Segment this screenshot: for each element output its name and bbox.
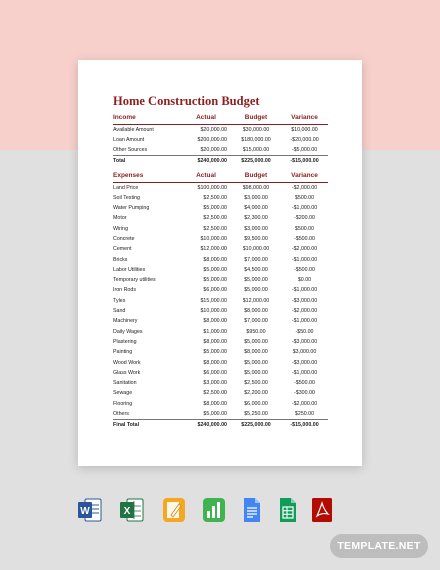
variance-value: -$50.00 [295, 328, 314, 335]
budget-value: $3,000.00 [244, 225, 268, 232]
table-row [113, 358, 328, 368]
line-item-label: Wiring [113, 225, 129, 232]
line-item-label: Tyles [113, 297, 126, 304]
table-row [113, 135, 328, 145]
budget-header: Budget [231, 170, 281, 182]
table-row [113, 316, 328, 326]
budget-value: $7,000.00 [244, 256, 268, 263]
table-row [113, 337, 328, 347]
line-item-label: Machinery [113, 318, 138, 325]
table-row [113, 296, 328, 306]
pdf-icon[interactable] [310, 497, 334, 523]
variance-value: $250.00 [294, 411, 315, 418]
expenses-table [113, 170, 328, 431]
line-item-label: Other Sources [113, 147, 148, 154]
variance-value: $500.00 [294, 225, 315, 232]
variance-value: -$500.00 [294, 266, 315, 273]
budget-value: $2,200.00 [244, 390, 268, 397]
template-net-brand[interactable]: TEMPLATE.NET [330, 534, 428, 558]
line-item-label: Sand [113, 308, 126, 315]
variance-value: -$500.00 [294, 380, 315, 387]
line-item-label: Available Amount [113, 126, 154, 133]
table-row [113, 224, 328, 234]
actual-value: $2,500.00 [203, 225, 227, 232]
actual-value: $6,000.00 [203, 287, 227, 294]
income-header: Income [113, 112, 181, 124]
income-header-row [113, 112, 328, 124]
line-item-label: Flooring [113, 400, 133, 407]
variance-value: $3,000.00 [292, 349, 317, 356]
table-row [113, 182, 328, 193]
actual-value: $2,500.00 [203, 194, 227, 201]
variance-value: -$3,000.00 [291, 359, 318, 366]
word-icon[interactable] [78, 497, 102, 523]
document-title: Home Construction Budget [113, 94, 260, 108]
svg-text:W: W [80, 506, 90, 517]
table-row [113, 409, 328, 420]
actual-value: $12,000.00 [200, 246, 227, 253]
line-item-label: Loan Amount [113, 136, 145, 143]
variance-value: -$1,000.00 [291, 287, 318, 294]
table-row [113, 145, 328, 156]
variance-value: $0.00 [297, 277, 312, 284]
actual-value: $8,000.00 [203, 256, 227, 263]
table-row [113, 285, 328, 295]
actual-header: Actual [181, 170, 231, 182]
actual-value: $5,000.00 [203, 349, 227, 356]
budget-value: $5,000.00 [244, 287, 268, 294]
variance-value: -$2,000.00 [291, 246, 318, 253]
line-item-label: Labor Utilities [113, 266, 146, 273]
google-sheets-icon[interactable] [276, 497, 300, 523]
line-item-label: Temporary utilities [113, 277, 156, 284]
table-row [113, 213, 328, 223]
variance-header: Variance [281, 170, 328, 182]
variance-value: -$2,000.00 [291, 400, 318, 407]
income-table [113, 112, 328, 167]
budget-value: $12,000.00 [242, 297, 270, 304]
line-item-label: Sewage [113, 390, 133, 397]
budget-value: $15,000.00 [242, 147, 270, 154]
budget-value: $5,000.00 [244, 359, 268, 366]
actual-value: $200,000.00 [197, 136, 227, 143]
budget-value: $950.00 [246, 328, 266, 335]
line-item-label: Water Pumping [113, 205, 150, 212]
budget-value: $5,000.00 [244, 338, 268, 345]
actual-value: $5,000.00 [203, 411, 227, 418]
actual-value: $240,000.00 [181, 156, 231, 167]
variance-value: -$1,000.00 [291, 256, 318, 263]
variance-value: -$2,000.00 [291, 308, 318, 315]
line-item-label: Sanitation [113, 380, 137, 387]
total-label: Final Total [113, 420, 181, 431]
variance-value: -$5,000.00 [291, 147, 318, 154]
budget-value: $8,000.00 [244, 349, 268, 356]
actual-value: $2,500.00 [203, 390, 227, 397]
table-row [113, 388, 328, 398]
table-row [113, 265, 328, 275]
line-item-label: Iron Rods [113, 287, 136, 294]
numbers-icon[interactable] [202, 497, 226, 523]
line-item-label: Others [113, 411, 129, 418]
table-row [113, 275, 328, 285]
line-item-label: Land Price [113, 184, 139, 191]
final-total-row [113, 420, 328, 431]
actual-value: $5,000.00 [203, 277, 227, 284]
variance-value: $10,000.00 [291, 126, 318, 133]
budget-value: $2,300.00 [244, 215, 268, 222]
actual-value: $8,000.00 [203, 318, 227, 325]
budget-value: $2,500.00 [244, 380, 268, 387]
budget-header: Budget [231, 112, 281, 124]
table-row [113, 327, 328, 337]
budget-value: $225,000.00 [231, 420, 281, 431]
budget-value: $98,000.00 [242, 184, 270, 191]
budget-value: $5,250.00 [244, 411, 268, 418]
income-total-row [113, 156, 328, 167]
budget-value: $6,000.00 [244, 400, 268, 407]
budget-value: $4,000.00 [244, 205, 268, 212]
budget-value: $7,000.00 [244, 318, 268, 325]
budget-value: $8,000.00 [244, 308, 268, 315]
variance-header: Variance [281, 112, 328, 124]
svg-text:X: X [123, 506, 131, 517]
budget-value: $5,000.00 [244, 277, 268, 284]
table-row [113, 378, 328, 388]
variance-value: -$200.00 [294, 215, 315, 222]
actual-value: $3,000.00 [203, 380, 227, 387]
variance-value: -$1,000.00 [291, 318, 318, 325]
actual-value: $8,000.00 [203, 359, 227, 366]
variance-value: -$3,000.00 [291, 338, 318, 345]
expenses-header-row [113, 170, 328, 182]
variance-value: -$2,000.00 [291, 184, 318, 191]
table-row [113, 234, 328, 244]
table-row [113, 244, 328, 254]
actual-value: $15,000.00 [200, 297, 227, 304]
actual-value: $20,000.00 [200, 147, 227, 154]
variance-value: -$300.00 [294, 390, 315, 397]
file-format-icons [78, 497, 362, 525]
table-row [113, 203, 328, 213]
excel-icon[interactable] [120, 497, 144, 523]
variance-value: -$15,000.00 [281, 420, 328, 431]
budget-value: $225,000.00 [231, 156, 281, 167]
budget-value: $4,500.00 [244, 266, 268, 273]
actual-value: $10,000.00 [200, 235, 227, 242]
line-item-label: Wood Work [113, 359, 141, 366]
line-item-label: Bricks [113, 256, 128, 263]
line-item-label: Cement [113, 246, 132, 253]
variance-value: -$1,000.00 [291, 369, 318, 376]
actual-value: $6,000.00 [203, 369, 227, 376]
variance-value: -$15,000.00 [281, 156, 328, 167]
actual-value: $1,000.00 [203, 328, 227, 335]
table-row [113, 399, 328, 409]
actual-value: $5,000.00 [203, 205, 227, 212]
actual-value: $5,000.00 [203, 266, 227, 273]
budget-value: $9,500.00 [244, 235, 268, 242]
actual-value: $8,000.00 [203, 400, 227, 407]
actual-value: $8,000.00 [203, 338, 227, 345]
line-item-label: Soil Testing [113, 194, 140, 201]
line-item-label: Plastering [113, 338, 137, 345]
line-item-label: Daily Wages [113, 328, 143, 335]
budget-value: $5,000.00 [244, 369, 268, 376]
budget-value: $10,000.00 [242, 246, 270, 253]
actual-value: $20,000.00 [200, 126, 227, 133]
line-item-label: Glass Work [113, 369, 141, 376]
line-item-label: Motor [113, 215, 127, 222]
total-label: Total [113, 156, 181, 167]
actual-value: $100,000.00 [197, 184, 227, 191]
table-row [113, 306, 328, 316]
variance-value: -$3,000.00 [291, 297, 318, 304]
budget-value: $30,000.00 [242, 126, 270, 133]
budget-value: $180,000.00 [241, 136, 271, 143]
variance-value: -$20,000.00 [290, 136, 319, 143]
pages-icon[interactable] [162, 497, 186, 523]
variance-value: -$1,000.00 [291, 205, 318, 212]
table-row [113, 368, 328, 378]
table-row [113, 193, 328, 203]
line-item-label: Painting [113, 349, 133, 356]
line-item-label: Concrete [113, 235, 135, 242]
budget-document-page [78, 60, 362, 466]
table-row [113, 347, 328, 357]
table-row [113, 124, 328, 135]
expenses-header: Expenses [113, 170, 181, 182]
actual-value: $240,000.00 [181, 420, 231, 431]
actual-value: $2,500.00 [203, 215, 227, 222]
variance-value: -$500.00 [294, 235, 315, 242]
actual-header: Actual [181, 112, 231, 124]
variance-value: $500.00 [294, 194, 315, 201]
table-row [113, 255, 328, 265]
budget-value: $3,000.00 [244, 194, 268, 201]
actual-value: $10,000.00 [200, 308, 227, 315]
google-docs-icon[interactable] [240, 497, 264, 523]
